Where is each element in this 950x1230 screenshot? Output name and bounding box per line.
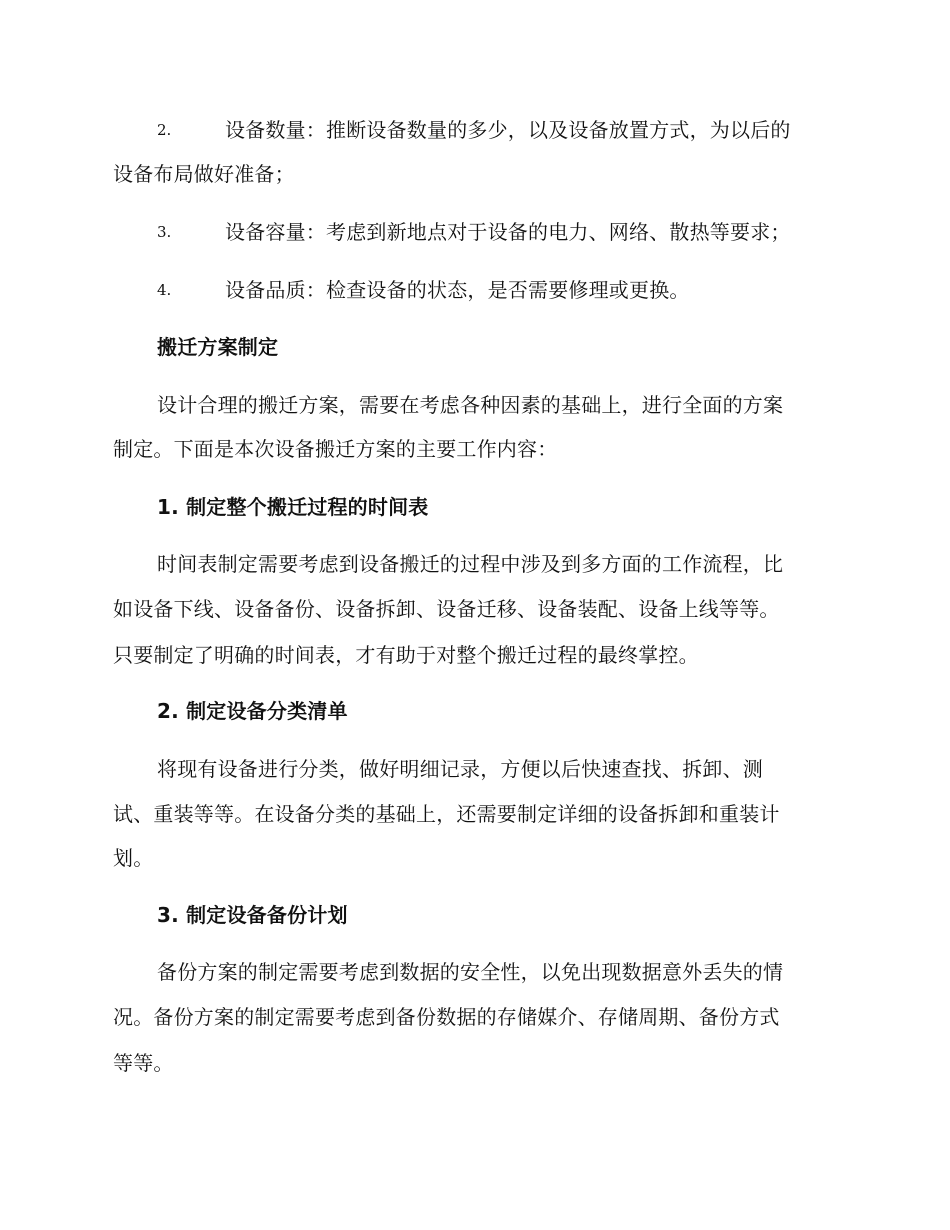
subsection-heading: 2. 制定设备分类清单 xyxy=(157,699,348,723)
paragraph-line: 设计合理的搬迁方案，需要在考虑各种因素的基础上，进行全面的方案 xyxy=(157,393,784,417)
paragraph-line: 将现有设备进行分类，做好明细记录，方便以后快速查找、拆卸、测 xyxy=(157,757,763,781)
list-item-number: 2. xyxy=(157,121,172,139)
subsection-heading: 1. 制定整个搬迁过程的时间表 xyxy=(157,495,429,519)
subsection-heading: 3. 制定设备备份计划 xyxy=(157,903,348,927)
section-title: 搬迁方案制定 xyxy=(157,335,279,359)
paragraph-line: 划。 xyxy=(113,846,154,870)
paragraph-line: 只要制定了明确的时间表，才有助于对整个搬迁过程的最终掌控。 xyxy=(113,643,699,667)
paragraph-line: 时间表制定需要考虑到设备搬迁的过程中涉及到多方面的工作流程，比 xyxy=(157,552,784,576)
paragraph-line: 备份方案的制定需要考虑到数据的安全性，以免出现数据意外丢失的情 xyxy=(157,960,784,984)
paragraph-line: 等等。 xyxy=(113,1051,174,1075)
list-item-text-continuation: 设备布局做好准备； xyxy=(113,162,295,186)
list-item-text: 设备数量：推断设备数量的多少，以及设备放置方式，为以后的 xyxy=(225,118,791,142)
paragraph-line: 如设备下线、设备备份、设备拆卸、设备迁移、设备装配、设备上线等等。 xyxy=(113,597,780,621)
list-item-text: 设备品质：检查设备的状态，是否需要修理或更换。 xyxy=(225,278,690,302)
paragraph-line: 况。备份方案的制定需要考虑到备份数据的存储媒介、存储周期、备份方式 xyxy=(113,1005,780,1029)
list-item-number: 3. xyxy=(157,223,172,241)
list-item-text: 设备容量：考虑到新地点对于设备的电力、网络、散热等要求； xyxy=(225,220,791,244)
list-item-number: 4. xyxy=(157,281,172,299)
paragraph-line: 试、重装等等。在设备分类的基础上，还需要制定详细的设备拆卸和重装计 xyxy=(113,802,780,826)
paragraph-line: 制定。下面是本次设备搬迁方案的主要工作内容： xyxy=(113,437,558,461)
